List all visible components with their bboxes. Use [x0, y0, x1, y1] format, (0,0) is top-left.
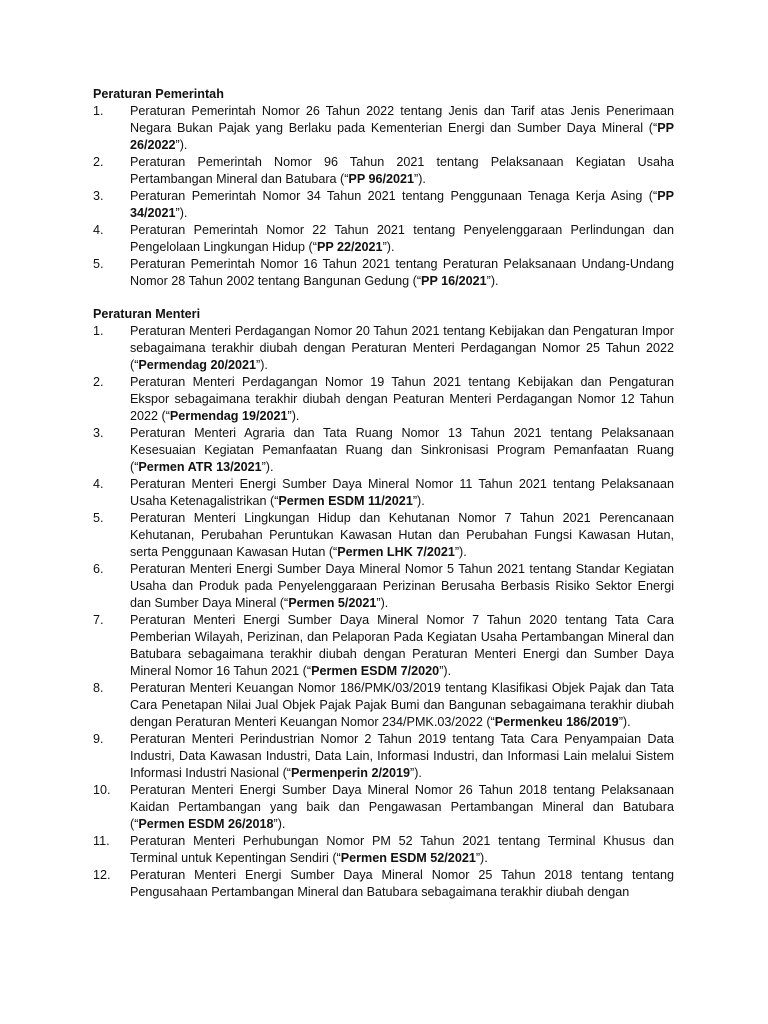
list-number: 7.: [93, 613, 104, 627]
regulation-text: Peraturan Menteri Perhubungan Nomor PM 52 Tahun 2021 tentang Terminal Khusus dan Terminal untuk Kepentingan Sendiri (“: [130, 834, 674, 865]
closing-quote: ”).: [261, 460, 274, 474]
regulation-text: Peraturan Pemerintah Nomor 26 Tahun 2022 tentang Jenis dan Tarif atas Jenis Penerimaan Negara Bukan Pajak yang Berlaku pada Kementerian Energi dan Sumber Daya Mineral (“: [130, 104, 674, 135]
list-item: [93, 188, 674, 222]
regulation-abbreviation: PP 22/2021: [316, 240, 383, 254]
regulation-text: Peraturan Menteri Energi Sumber Daya Mineral Nomor 25 Tahun 2018 tentang tentang Pengusahaan Pertambangan Mineral dan Batubara sebagaimana terakhir diubah dengan: [130, 868, 674, 899]
regulation-abbreviation: Permen 5/2021: [288, 596, 377, 610]
closing-quote: ”).: [414, 172, 426, 186]
regulation-abbreviation: PP 26/2022: [130, 121, 674, 152]
list-number: 1.: [93, 324, 104, 338]
regulation-text: Peraturan Menteri Lingkungan Hidup dan Kehutanan Nomor 7 Tahun 2021 Perencanaan Kehutanan, Perubahan Peruntukan Kawasan Hutan dan Perubahan Fungsi Kawasan Hutan, serta Penggunaan Kawasan Hutan (“: [130, 511, 674, 559]
regulation-text: Peraturan Menteri Perdagangan Nomor 20 Tahun 2021 tentang Kebijakan dan Pengaturan Impor sebagaimana terakhir diubah dengan Peraturan Menteri Perdagangan Nomor 25 Tahun 2022 (“: [130, 324, 674, 372]
closing-quote: ”).: [175, 206, 188, 220]
regulation-text: Peraturan Pemerintah Nomor 22 Tahun 2021 tentang Penyelenggaraan Perlindungan dan Pengelolaan Lingkungan Hidup (“: [130, 223, 674, 254]
closing-quote: ”).: [618, 715, 631, 729]
regulation-text: Peraturan Pemerintah Nomor 34 Tahun 2021 tentang Penggunaan Tenaga Kerja Asing (“: [130, 189, 658, 203]
closing-quote: ”).: [175, 138, 188, 152]
regulation-abbreviation: PP 96/2021: [348, 172, 415, 186]
list-number: 6.: [93, 562, 104, 576]
section-heading: Peraturan Menteri: [93, 307, 201, 321]
list-number: 4.: [93, 223, 104, 237]
regulation-abbreviation: Permen ATR 13/2021: [138, 460, 262, 474]
list-item: [93, 612, 674, 680]
regulation-abbreviation: Permendag 20/2021: [138, 358, 257, 372]
regulation-text: Peraturan Menteri Energi Sumber Daya Mineral Nomor 11 Tahun 2021 tentang Pelaksanaan Usaha Ketenagalistrikan (“: [130, 477, 674, 508]
regulation-abbreviation: Permen ESDM 11/2021: [278, 494, 413, 508]
regulation-abbreviation: Permen ESDM 26/2018: [138, 817, 274, 831]
list-number: 3.: [93, 426, 104, 440]
regulation-abbreviation: Permen ESDM 7/2020: [311, 664, 440, 678]
closing-quote: ”).: [287, 409, 300, 423]
list-item: [93, 256, 674, 290]
list-number: 3.: [93, 189, 104, 203]
list-item: [93, 680, 674, 731]
list-item: [93, 510, 674, 561]
closing-quote: ”).: [382, 240, 395, 254]
regulation-abbreviation: Permen LHK 7/2021: [337, 545, 455, 559]
list-item: [93, 425, 674, 476]
regulation-text: Peraturan Menteri Keuangan Nomor 186/PMK/03/2019 tentang Klasifikasi Objek Pajak dan Tata Cara Penetapan Nilai Jual Objek Pajak Pajak Bumi dan Bangunan sebagaimana terakhir diubah dengan Peraturan Menteri Keuangan Nomor 234/PMK.03/2022 (“: [130, 681, 674, 729]
closing-quote: ”).: [273, 817, 286, 831]
regulation-list: [93, 323, 674, 901]
regulation-text: Peraturan Menteri Perdagangan Nomor 19 Tahun 2021 tentang Kebijakan dan Pengaturan Ekspor sebagaimana terakhir diubah dengan Peaturan Menteri Perdagangan Nomor 12 Tahun 2022 (“: [130, 375, 674, 423]
list-item: [93, 561, 674, 612]
list-item: [93, 867, 674, 901]
closing-quote: ”).: [412, 494, 425, 508]
list-number: 12.: [93, 868, 111, 882]
regulation-abbreviation: Permendag 19/2021: [169, 409, 288, 423]
list-item: [93, 103, 674, 154]
document-page: [93, 86, 674, 901]
list-number: 8.: [93, 681, 104, 695]
regulation-text: Peraturan Pemerintah Nomor 16 Tahun 2021 tentang Peraturan Pelaksanaan Undang-Undang Nomor 28 Tahun 2002 tentang Bangunan Gedung (“: [130, 257, 674, 288]
regulation-text: Peraturan Menteri Energi Sumber Daya Mineral Nomor 26 Tahun 2018 tentang Pelaksanaan Kaidan Pertambangan yang baik dan Pengawasan Pertambangan Mineral dan Batubara (“: [130, 783, 674, 831]
list-item: [93, 222, 674, 256]
regulation-abbreviation: PP 16/2021: [421, 274, 487, 288]
list-number: 4.: [93, 477, 104, 491]
list-number: 10.: [93, 783, 111, 797]
list-item: [93, 476, 674, 510]
list-number: 11.: [93, 834, 110, 848]
list-number: 1.: [93, 104, 104, 118]
list-item: [93, 154, 674, 188]
regulation-text: Peraturan Menteri Agraria dan Tata Ruang Nomor 13 Tahun 2021 tentang Pelaksanaan Kesesuaian Kegiatan Pemanfaatan Ruang dan Sinkronisasi Program Pemanfaatan Ruang (“: [130, 426, 674, 474]
list-item: [93, 782, 674, 833]
list-number: 5.: [93, 257, 104, 271]
list-item: [93, 833, 674, 867]
closing-quote: ”).: [439, 664, 452, 678]
closing-quote: ”).: [256, 358, 268, 372]
regulation-abbreviation: Permenperin 2/2019: [290, 766, 410, 780]
regulation-abbreviation: PP 34/2021: [130, 189, 674, 220]
regulation-text: Peraturan Menteri Perindustrian Nomor 2 Tahun 2019 tentang Tata Cara Penyampaian Data Industri, Data Kawasan Industri, Data Lain, Informasi Industri, dan Informasi Lain melalui Sistem Informasi Industri Nasional (“: [130, 732, 674, 780]
list-item: [93, 731, 674, 782]
list-number: 9.: [93, 732, 104, 746]
list-number: 2.: [93, 375, 104, 389]
list-item: [93, 323, 674, 374]
list-number: 2.: [93, 155, 104, 169]
regulation-text: Peraturan Menteri Energi Sumber Daya Mineral Nomor 5 Tahun 2021 tentang Standar Kegiatan Usaha dan Produk pada Penyelenggaraan Perizinan Berusaha Berbasis Risiko Sektor Energi dan Sumber Daya Mineral (“: [130, 562, 674, 610]
section-heading: Peraturan Pemerintah: [93, 87, 224, 101]
closing-quote: ”).: [454, 545, 467, 559]
regulation-text: Peraturan Pemerintah Nomor 96 Tahun 2021 tentang Pelaksanaan Kegiatan Usaha Pertambangan Mineral dan Batubara (“: [130, 155, 674, 186]
closing-quote: ”).: [475, 851, 488, 865]
list-item: [93, 374, 674, 425]
list-number: 5.: [93, 511, 104, 525]
closing-quote: ”).: [486, 274, 499, 288]
regulation-abbreviation: Permen ESDM 52/2021: [340, 851, 476, 865]
closing-quote: ”).: [376, 596, 389, 610]
regulation-text: Peraturan Menteri Energi Sumber Daya Mineral Nomor 7 Tahun 2020 tentang Tata Cara Pemberian Wilayah, Perizinan, dan Pelaporan Pada Kegiatan Usaha Pertambangan Mineral dan Batubara sebagaimana terakhir diubah dengan Peraturan Menteri Energi dan Sumber Daya Mineral Nomor 16 Tahun 2021 (“: [130, 613, 674, 678]
closing-quote: ”).: [410, 766, 422, 780]
regulation-list: [93, 103, 674, 290]
section-peraturan-menteri: [93, 306, 674, 901]
section-peraturan-pemerintah: [93, 86, 674, 290]
regulation-abbreviation: Permenkeu 186/2019: [494, 715, 619, 729]
